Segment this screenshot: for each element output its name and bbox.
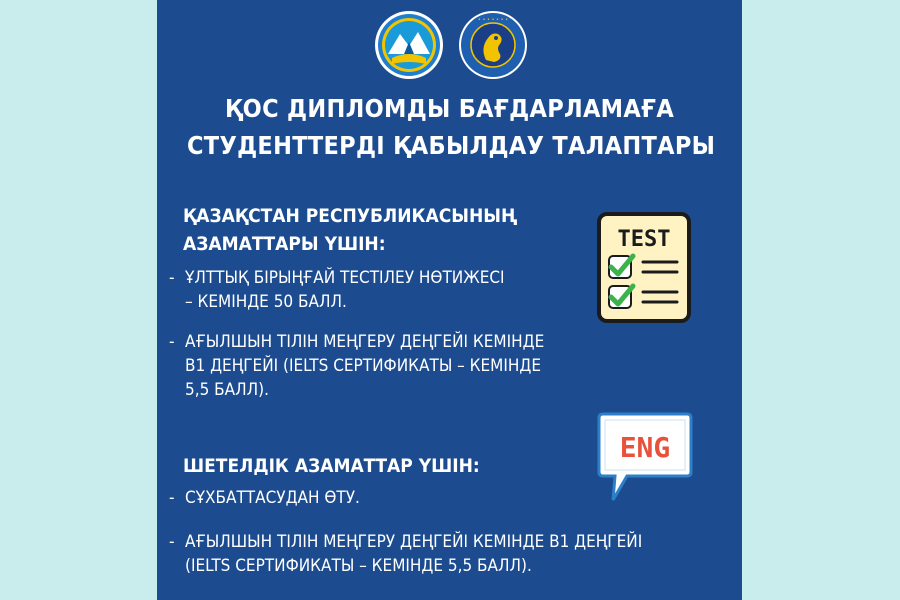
bullet-dash: - [169,332,175,352]
university-seal-logo [458,10,528,80]
eng-icon-label: ENG [619,431,671,464]
foreigners-item-1-line-1: СҰХБАТТАСУДАН ӨТУ. [185,488,360,508]
citizens-heading [183,202,517,258]
citizens-item-1-line-2: – КЕМІНДЕ 50 БАЛЛ. [185,292,347,312]
citizens-item-2-line-1: АҒЫЛШЫН ТІЛІН МЕҢГЕРУ ДЕҢГЕЙІ КЕМІНДЕ [185,332,545,352]
foreigners-item-2-line-2: (IELTS СЕРТИФИКАТЫ – КЕМІНДЕ 5,5 БАЛЛ). [185,556,532,576]
citizens-item-1-line-1: ҰЛТТЫҚ БІРЫҢҒАЙ ТЕСТІЛЕУ НӨТИЖЕСІ [185,268,505,288]
bullet-dash: - [169,488,175,508]
city-emblem-logo [374,10,444,80]
citizens-item-2-line-3: 5,5 БАЛЛ). [185,380,269,400]
citizens-heading-line-1: ҚАЗАҚСТАН РЕСПУБЛИКАСЫНЫҢ [183,205,518,227]
citizens-heading-line-2: АЗАМАТТАРЫ ҮШІН: [183,233,386,255]
page-title [187,90,716,164]
test-checklist-icon [595,210,693,325]
citizens-item-1 [169,266,505,314]
test-icon-label: TEST [617,227,671,252]
foreigners-heading: ШЕТЕЛДІК АЗАМАТТАР ҮШІН: [183,455,480,477]
foreigners-item-1 [169,486,360,510]
poster [157,0,742,600]
title-line-1: ҚОС ДИПЛОМДЫ БАҒДАРЛАМАҒА [224,94,675,123]
eng-speech-bubble-icon [597,410,693,508]
foreigners-item-2-line-1: АҒЫЛШЫН ТІЛІН МЕҢГЕРУ ДЕҢГЕЙІ КЕМІНДЕ B1 ДЕҢГЕЙІ [185,532,643,552]
citizens-item-2-line-2: B1 ДЕҢГЕЙІ (IELTS СЕРТИФИКАТЫ – КЕМІНДЕ [185,356,542,376]
citizens-item-2 [169,330,544,402]
foreigners-item-2 [169,530,642,578]
bullet-dash: - [169,268,175,288]
svg-text:• • • • • • •: • • • • • • • [477,17,509,23]
bullet-dash: - [169,532,175,552]
title-line-2: СТУДЕНТТЕРДІ ҚАБЫЛДАУ ТАЛАПТАРЫ [187,131,716,160]
